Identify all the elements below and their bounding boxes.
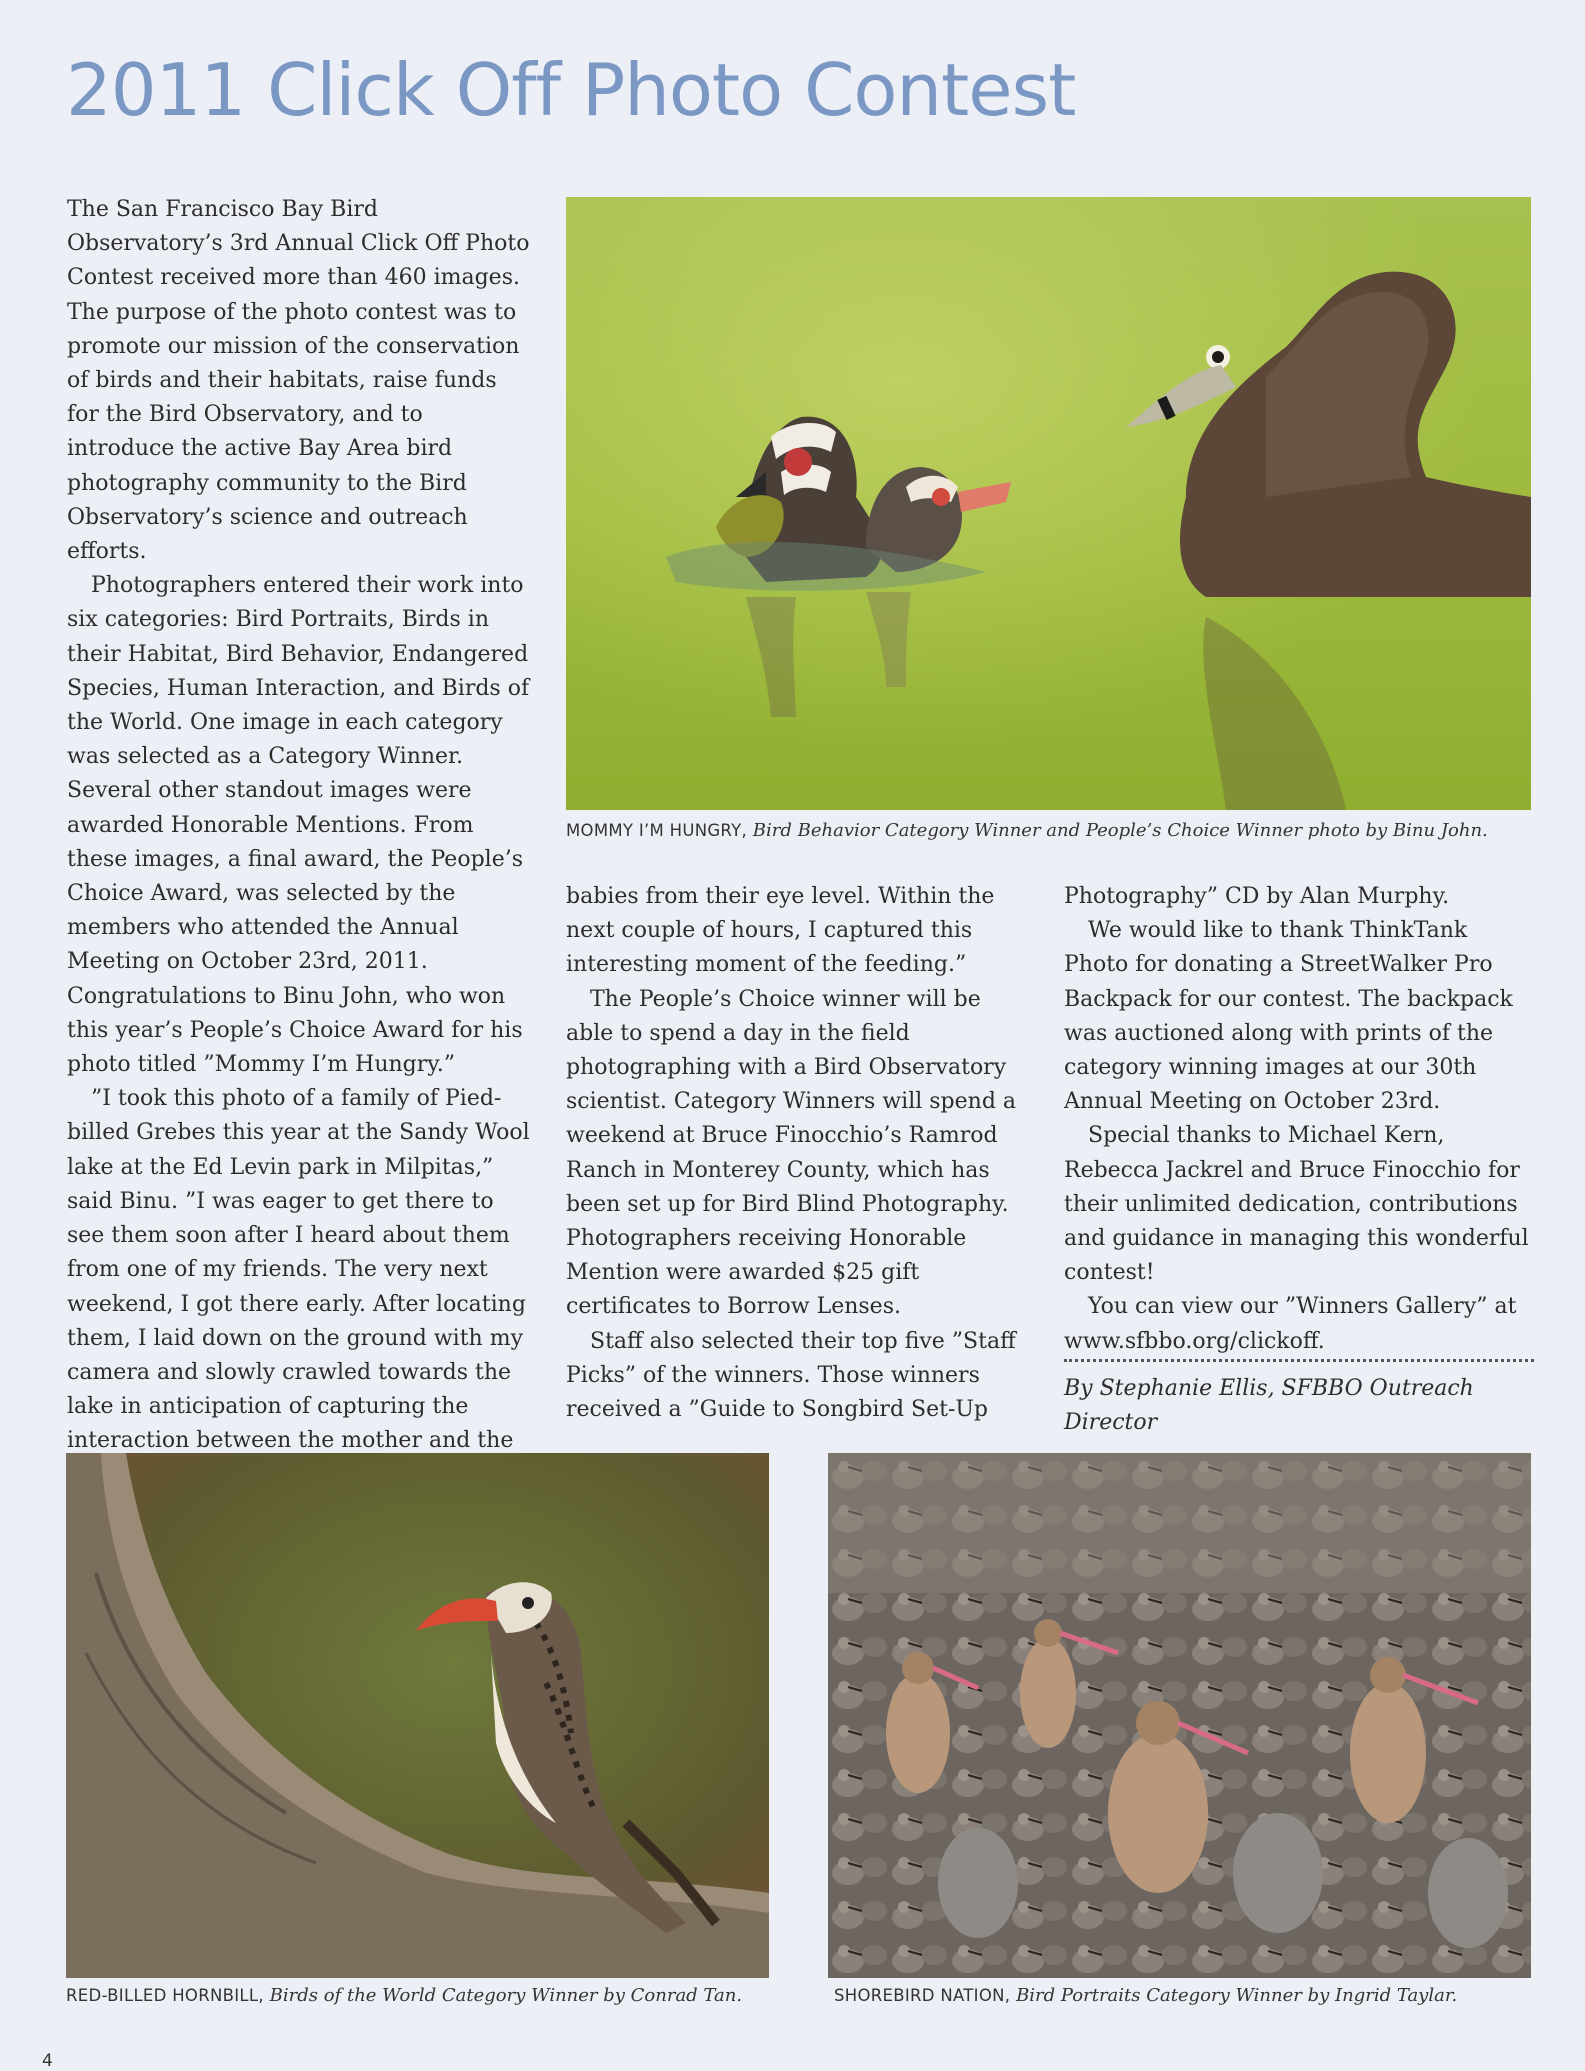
- paragraph: Special thanks to Michael Kern, Rebecca Jackrel and Bruce Finocchio for their unlimited dedication, contributions and guidance in managing this wonderful contest!: [1064, 1123, 1529, 1286]
- caption-credit: Bird Behavior Category Winner and People’s Choice Winner photo by Binu John.: [752, 820, 1488, 841]
- paragraph: Photography” CD by Alan Murphy.: [1064, 884, 1450, 909]
- page-title: 2011 Click Off Photo Contest: [66, 48, 1076, 132]
- hornbill-photo: [66, 1453, 769, 1978]
- grebe-family-photo: [566, 197, 1531, 810]
- caption-title: MOMMY I’M HUNGRY,: [566, 821, 748, 840]
- paragraph: ”I took this photo of a family of Pied-billed Grebes this year at the Sandy Wool lake at the Ed Levin park in Milpitas,” said Binu. ”I was eager to get there to see them soon after I heard about them from one of my friends. The very next weekend, I got there early. After locating them, I laid down on the ground with my camera and slowly crawled towards the lake in anticipation of capturing the interaction between the mother and the: [67, 1086, 530, 1454]
- paragraph: Staff also selected their top five ”Staff Picks” of the winners. Those winners received a ”Guide to Songbird Set-Up: [566, 1328, 1016, 1423]
- shorebird-caption: [834, 1985, 1457, 2006]
- caption-title: RED-BILLED HORNBILL,: [66, 1986, 264, 2005]
- caption-credit: Birds of the World Category Winner by Conrad Tan.: [269, 1985, 743, 2006]
- paragraph: You can view our ”Winners Gallery” at www.sfbbo.org/clickoff.: [1064, 1294, 1517, 1354]
- byline: By Stephanie Ellis, SFBBO Outreach Director: [1064, 1359, 1534, 1440]
- paragraph: The San Francisco Bay Bird Observatory’s 3rd Annual Click Off Photo Contest received more than 460 images. The purpose of the photo contest was to promote our mission of the conservation of birds and their habitats, raise funds for the Bird Observatory, and to introduce the active Bay Area bird photography community to the Bird Observatory’s science and outreach efforts.: [67, 197, 530, 565]
- caption-credit: Bird Portraits Category Winner by Ingrid Taylar.: [1016, 1985, 1458, 2006]
- main-photo-caption: [566, 820, 1488, 841]
- paragraph: babies from their eye level. Within the next couple of hours, I captured this interesting moment of the feeding.”: [566, 884, 995, 978]
- hornbill-caption: [66, 1985, 742, 2006]
- paragraph: We would like to thank ThinkTank Photo for donating a StreetWalker Pro Backpack for our contest. The backpack was auctioned along with prints of the category winning images at our 30th Annual Meeting on October 23rd.: [1064, 918, 1513, 1115]
- article-column-3: [1064, 880, 1534, 1440]
- paragraph: The People’s Choice winner will be able to spend a day in the field photographing with a Bird Observatory scientist. Category Winners will spend a weekend at Bruce Finocchio’s Ramrod Ranch in Monterey County, which has been set up for Bird Blind Photography. Photographers receiving Honorable Mention were awarded $25 gift certificates to Borrow Lenses.: [566, 986, 1017, 1320]
- paragraph: Photographers entered their work into six categories: Bird Portraits, Birds in their Habitat, Bird Behavior, Endangered Species, Human Interaction, and Birds of the World. One image in each category was selected as a Category Winner. Several other standout images were awarded Honorable Mentions. From these images, a final award, the People’s Choice Award, was selected by the members who attended the Annual Meeting on October 23rd, 2011. Congratulations to Binu John, who won this year’s People’s Choice Award for his photo titled ”Mommy I’m Hungry.”: [67, 573, 530, 1078]
- page-number: 4: [42, 2051, 53, 2071]
- caption-title: SHOREBIRD NATION,: [834, 1986, 1011, 2005]
- shorebird-photo: [828, 1453, 1531, 1978]
- article-column-2: [566, 880, 1028, 1427]
- article-column-1: [67, 193, 530, 1459]
